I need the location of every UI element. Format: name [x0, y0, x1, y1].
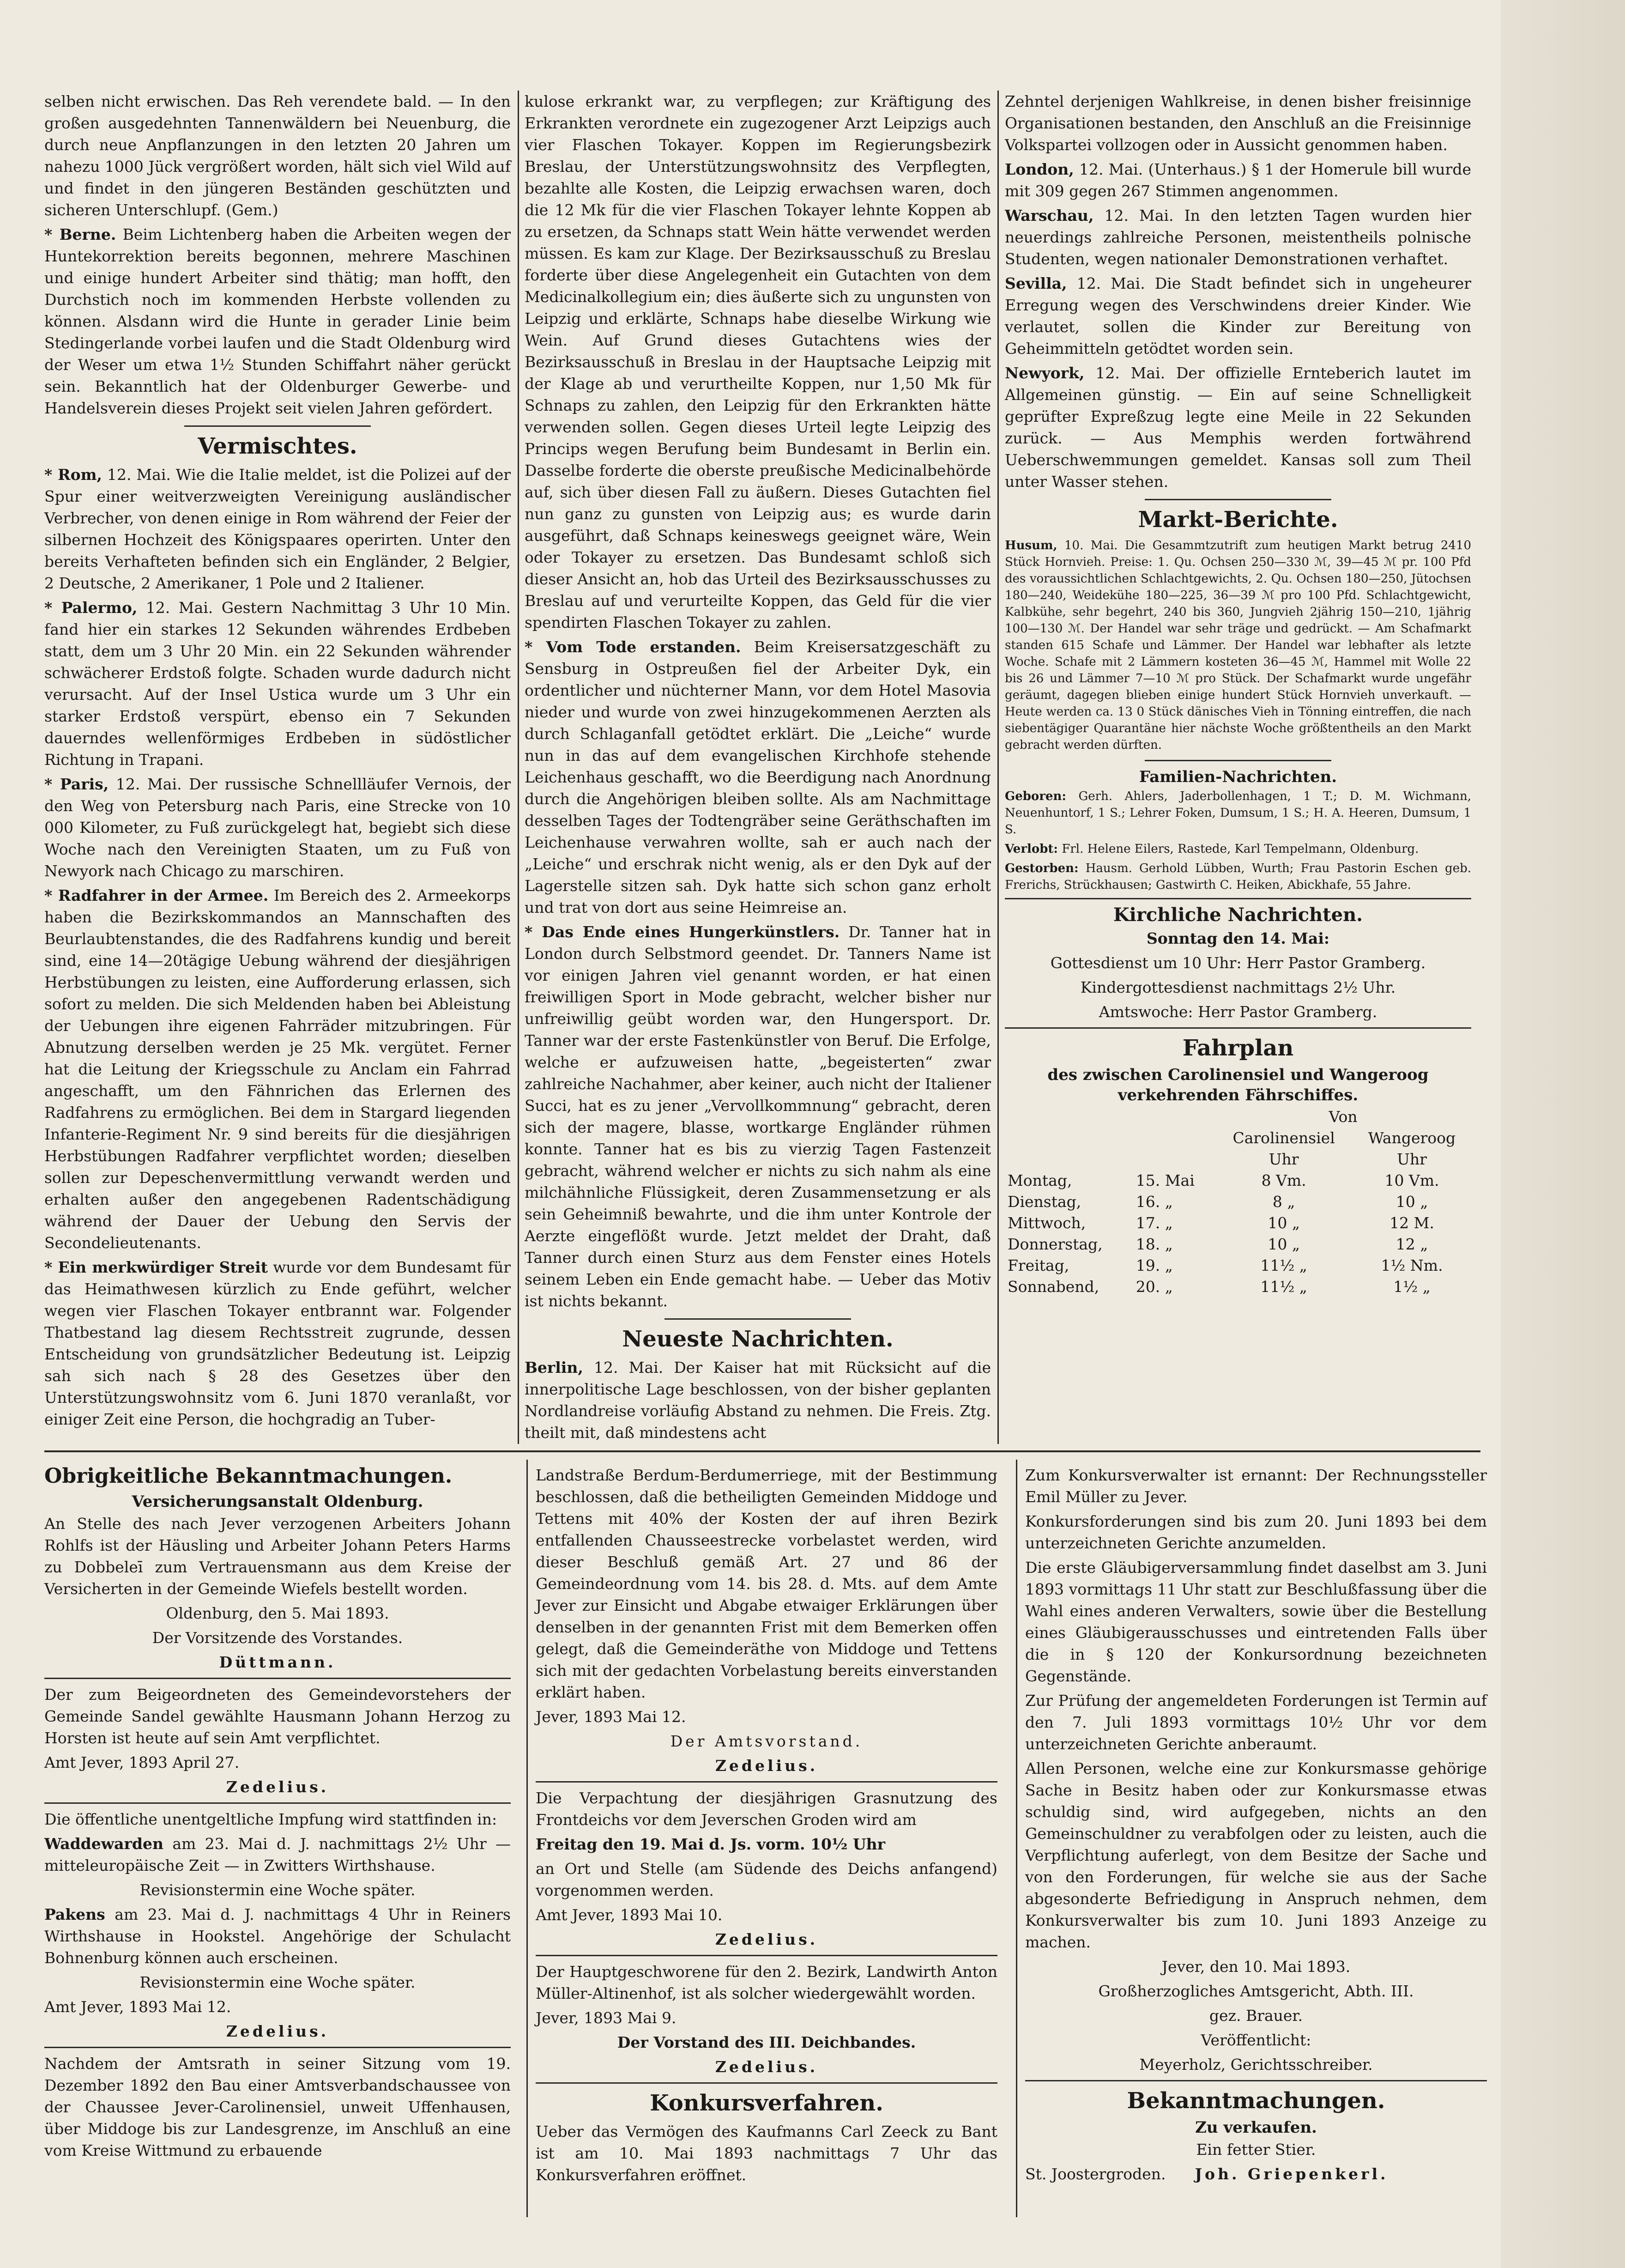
column-6 [1025, 1464, 1487, 2203]
section-heading-obrigkeitliche: Obrigkeitliche Bekanntmachungen. [44, 1464, 453, 1488]
notice-text: Die Verpachtung der diesjährigen Grasnutzung des Frontdeichs vor dem Jeverschen Groden wird am [536, 1789, 997, 1829]
notice-org: Der Vorstand des III. Deichbandes. [617, 2033, 916, 2051]
divider [44, 1678, 511, 1679]
notice-signature: gez. Brauer. [1209, 2007, 1303, 2025]
column-3 [1005, 91, 1471, 1430]
notice-date: Amt Jever, 1893 Mai 10. [536, 1906, 723, 1924]
notice-date: Amt Jever, 1893 April 27. [44, 1753, 240, 1771]
notice-impfung-waddewarden: Waddewarden am 23. Mai d. J. nachmittags 2½ Uhr — mitteleuropäische Zeit — in Zwitters Wirthshause. [44, 1835, 511, 1874]
section-heading-markt: Markt-Berichte. [1138, 507, 1338, 533]
table-header-carolinensiel: Carolinensiel [1232, 1129, 1335, 1147]
article-palermo: * Palermo, 12. Mai. Gestern Nachmittag 3 Uhr 10 Min. fand hier ein starkes 12 Sekunden währendes Erdbeben statt, dem um 3 Uhr 20 Min. ein 22 Sekunden währender schwächerer Erdstoß folgte. Schaden wurde dadurch nicht verursacht. Auf der Insel Ustica wurde um 3 Uhr ein starker Erdstoß verspürt, ebenso ein 7 Sekunden dauerndes wellenförmiges Erdbeben in südöstlicher Richtung in Trapani. [44, 599, 511, 769]
section-divider [44, 1450, 1480, 1452]
section-heading-kirchliche: Kirchliche Nachrichten. [1113, 904, 1363, 926]
notice-revision: Revisionstermin eine Woche später. [139, 1881, 416, 1899]
divider [536, 2082, 997, 2084]
table-header-row [1005, 1128, 1471, 1149]
column-5 [536, 1464, 997, 2203]
article-berlin: Berlin, 12. Mai. Der Kaiser hat mit Rücksicht auf die innerpolitische Lage beschlossen, von der bisher geplanten Nordlandreise vorläufig Abstand zu nehmen. Die Freis. Ztg. theilt mit, daß mindestens acht [525, 1358, 991, 1442]
section-heading-bekanntmachungen: Bekanntmachungen. [1127, 2088, 1385, 2114]
article-paris: * Paris, 12. Mai. Der russische Schnellläufer Vernois, der den Weg von Petersburg nach Paris, eine Strecke von 10 000 Kilometer, zu Fuß zurückgelegt hat, begiebt sich diese Woche nach den Vereinigten Staaten, um zu Fuß von Newyork nach Chicago zu marschiren. [44, 775, 511, 880]
notice-signature: Zedelius. [715, 2058, 818, 2076]
notice-text: Konkursforderungen sind bis zum 20. Juni 1893 bei dem unterzeichneten Gerichte anzumelden. [1025, 1512, 1487, 1552]
notice-date: Jever, 1893 Mai 12. [536, 1708, 686, 1726]
article-sevilla: Sevilla, 12. Mai. Die Stadt befindet sich in ungeheurer Erregung wegen des Verschwindens dreier Kinder. Wie verlautet, sollen die Kinder zur Bereitung von Geheimmitteln getödtet worden sein. [1005, 274, 1471, 358]
notice-place-signature: St. Joostergroden. Joh. Griepenkerl. [1025, 2165, 1389, 2183]
notice-text: Zur Prüfung der angemeldeten Forderungen ist Termin auf den 7. Juli 1893 vormittags 10½ Uhr vor dem unterzeichneten Gerichte anberaumt. [1025, 1692, 1487, 1753]
notice-date: Jever, 1893 Mai 9. [536, 2009, 677, 2027]
column-2 [525, 91, 991, 1442]
article-hungerkuenstler: * Das Ende eines Hungerkünstlers. Dr. Tanner hat in London durch Selbstmord geendet. Dr. Tanners Name ist vor einigen Jahren viel genannt worden, er hat einen freiwilligen Sport in Mode gebracht, welcher bisher nur unfreiwillig geübt worden war, den Hungersport. Dr. Tanner war der erste Fastenkünstler von Beruf. Die Erfolge, welche er aufzuweisen hatte, „begeisterten“ zwar zahlreiche Nachahmer, aber keiner, auch nicht der Italiener Succi, hat es zu jener „Vervollkommnung“ gebracht, deren sich der magere, blasse, wortkarge Engländer rühmen konnte. Tanner hat es bis zu vierzig Tagen Fastenzeit gebracht, während welcher er nichts zu sich nahm als eine milchähnliche Flüssigkeit, deren Zusammensetzung er als sein Geheimniß bewahrte, und die ihm unter Kontrole der Aerzte eingeflößt wurde. Jetzt meldet der Draht, daß Tanner durch einen Sturz aus dem Fenster eines Hotels seinem Leben ein Ende gemacht habe. — Ueber das Motiv ist nichts bekannt. [525, 923, 991, 1310]
notice-text: Die erste Gläubigerversammlung findet daselbst am 3. Juni 1893 vormittags 11 Uhr statt zur Beschlußfassung über die Wahl eines anderen Verwalters, sowie über die Bestellung eines Gläubigerausschusses und eintretenden Falls über die in § 120 der Konkursordnung bezeichneten Gegenstände. [1025, 1558, 1487, 1685]
column-divider [518, 91, 519, 1444]
notice-signature: Düttmann. [219, 1653, 336, 1671]
article-newyork: Newyork, 12. Mai. Der offizielle Ernteberich lautet im Allgemeinen günstig. — Ein auf seine Schnelligkeit geprüfter Expreßzug legte eine Meile in 22 Sekunden zurück. — Aus Memphis werden fortwährend Ueberschwemmungen gemeldet. Kansas soll zum Theil unter Wasser stehen. [1005, 364, 1471, 491]
notice-subheading: Versicherungsanstalt Oldenburg. [132, 1492, 423, 1511]
divider [1025, 2080, 1487, 2081]
familien-verlobt: Verlobt: Frl. Helene Eilers, Rastede, Karl Tempelmann, Oldenburg. [1005, 842, 1419, 856]
notice-org: Der Vorsitzende des Vorstandes. [152, 1629, 403, 1647]
notice-date: Amt Jever, 1893 Mai 12. [44, 1998, 231, 2016]
table-row: Donnerstag, 18. „ 10 „ 12 „ [1008, 1235, 1428, 1253]
article-vom-tode: * Vom Tode erstanden. Beim Kreisersatzgeschäft zu Sensburg in Ostpreußen fiel der Arbeiter Dyk, ein ordentlicher und nüchterner Mann, vor dem Hotel Masovia nieder und wurde von zwei hinzugekommenen Aerzten als durch Schlaganfall getödtet erklärt. Die „Leiche“ wurde nun in das auf dem evangelischen Kirchhofe stehende Leichenhaus geschafft, wo die Beerdigung nach Anordnung durch die Angehörigen bleiben sollte. Als am Nachmittage desselben Tages der Todtengräber seine Geräthschaften im Leichenhause verwahren wollte, sah er auch nach der „Leiche“ und erschrak nicht wenig, als er den Dyk auf der Lagerstelle sitzen sah. Dyk hatte sich schon ganz erholt und trat von dort aus seine Heimreise an. [525, 638, 991, 916]
divider [1145, 760, 1331, 761]
divider [536, 1781, 997, 1783]
divider [1005, 898, 1471, 899]
table-header-von: Von [1329, 1108, 1358, 1126]
notice-published-signature: Meyerholz, Gerichtsschreiber. [1139, 2056, 1373, 2074]
section-heading-vermischtes: Vermischtes. [198, 433, 357, 459]
notice-text: Nachdem der Amtsrath in seiner Sitzung vom 19. Dezember 1892 den Bau einer Amtsverbandschaussee von der Chaussee Jever-Carolinensiel, unweit Uffenhausen, über Middoge bis zur Landesgrenze, im Anschluß an eine vom Kreise Wittmund zu erbauende [44, 2055, 511, 2159]
section-heading-neueste-nachrichten: Neueste Nachrichten. [622, 1326, 894, 1352]
article-husum: Husum, 10. Mai. Die Gesammtzutrift zum heutigen Markt betrug 2410 Stück Hornvieh. Preise: 1. Qu. Ochsen 250—330 ℳ, 39—45 ℳ pr. 100 Pfd des voraussichtlichen Schlachtgewichts, 2. Qu. Ochsen 180—250, Jütochsen 180—240, Weidekühe 180—225, 36—39 ℳ pro 100 Pfd. Schlachtgewicht, Kalbkühe, sehr begehrt, 240 bis 360, Jungvieh 2jährig 150—210, 1jährig 100—130 ℳ. Der Handel war sehr träge und gedrückt. — Am Schafmarkt standen 615 Schafe und Lämmer. Der Handel war lebhafter als letzte Woche. Schafe mit 2 Lämmern kosteten 36—45 ℳ, Hammel mit Wolle 22 bis 26 und Lämmer 7—10 ℳ pro Stück. Der Schafmarkt wurde ungefähr geräumt, dagegen blieben einige hundert Stück Hornvieh unverkauft. — Heute werden ca. 13 0 Stück dänisches Vieh in Tönning eintreffen, die nach siebentägiger Quarantäne hier nächste Woche größtentheils an den Markt gebracht werden dürften. [1005, 539, 1471, 752]
column-divider [526, 1460, 528, 2217]
divider [1145, 499, 1331, 500]
notice-date: Oldenburg, den 5. Mai 1893. [166, 1604, 389, 1622]
notice-text: Landstraße Berdum-Berdumerriege, mit der Bestimmung beschlossen, daß die betheiligten Gemeinden Middoge und Tettens mit 40% der Kosten der auf ihren Bezirk entfallenden Chausseestrecke vorbelastet werden, wird dieser Beschluß gemäß Art. 27 und 86 der Gemeindeordnung vom 14. bis 28. d. Mts. auf dem Amte Jever zur Einsicht und Abgabe etwaiger Erklärungen über denselben in der genannten Frist mit dem Bemerken offen gelegt, daß die Gemeinderäthe von Middoge und Tettens sich mit der gedachten Vorbelastung bereits einverstanden erklärt haben. [536, 1466, 997, 1701]
article-warschau: Warschau, 12. Mai. In den letzten Tagen wurden hier neuerdings zahlreiche Personen, meistentheils polnische Studenten, wegen nationaler Demonstrationen verhaftet. [1005, 206, 1471, 268]
article-london: London, 12. Mai. (Unterhaus.) § 1 der Homerule bill wurde mit 309 gegen 267 Stimmen angenommen. [1005, 160, 1471, 200]
notice-subheading: Zu verkaufen. [1195, 2118, 1317, 2137]
notice-impfung-pakens: Pakens am 23. Mai d. J. nachmittags 4 Uhr in Reiners Wirthshause in Hookstel. Angehörige der Schulacht Bohnenburg können auch erscheinen. [44, 1905, 511, 1967]
divider [1005, 1027, 1471, 1029]
column-divider [1016, 1460, 1017, 2217]
table-header-uhr: Uhr [1269, 1150, 1299, 1168]
fahrplan-table [1005, 1106, 1471, 1298]
table-row: Freitag, 19. „ 11½ „ 1½ Nm. [1008, 1256, 1443, 1274]
section-heading-familien: Familien-Nachrichten. [1139, 768, 1337, 786]
notice-text: an Ort und Stelle (am Südende des Deichs anfangend) vorgenommen werden. [536, 1860, 997, 1899]
notice-date: Jever, den 10. Mai 1893. [1161, 1958, 1351, 1976]
fahrplan-subtitle: des zwischen Carolinensiel und Wangeroog [1047, 1066, 1429, 1084]
notice-published: Veröffentlicht: [1201, 2031, 1311, 2049]
kirche-kindergottesdienst: Kindergottesdienst nachmittags 2½ Uhr. [1080, 978, 1396, 996]
article-radfahrer: * Radfahrer in der Armee. Im Bereich des 2. Armeekorps haben die Bezirkskommandos an Mannschaften des Beurlaubtenstandes, die des Radfahrens kundig und bereit sind, eine 14—20tägige Uebung während der diesjährigen Herbstübungen zu leisten, eine Aufforderung erlassen, sich sofort zu melden. Die sich Meldenden haben bei Ableistung der Uebungen ihre eigenen Fahrräder mitzubringen. Für Abnutzung derselben werden je 25 Mk. vergütet. Ferner hat die Leitung der Kriegsschule zu Anclam ein Fahrrad angeschafft, um den Fähnrichen das Erlernen des Radfahrens zu ermöglichen. Bei dem in Stargard liegenden Infanterie-Regiment Nr. 9 sind bereits für die diesjährigen Herbstübungen Radfahrer verpflichtet worden; dieselben sollen zur Depeschenvermittlung verwandt werden und erhalten außer den angegebenen Radentschädigung während der Dauer der Uebung den Servis der Secondelieutenants. [44, 886, 511, 1252]
article-text: kulose erkrankt war, zu verpflegen; zur Kräftigung des Erkrankten verordnete ein zugezogener Arzt Leipzigs auch vier Flaschen Tokayer. Koppen im Regierungsbezirk Breslau, der Unterstützungswohnsitz des Verpflegten, bezahlte alle Kosten, die Leipzig erwachsen waren, doch die 12 Mk für die vier Flaschen Tokayer lehnte Koppen ab zu ersetzen, da Schnaps statt Wein hätte verwendet werden müssen. Es kam zur Klage. Der Bezirksausschuß zu Breslau forderte über diese Angelegenheit ein Gutachten von dem Medicinalkollegium ein; dies äußerte sich zu ungunsten von Leipzig und erklärte, Schnaps habe dieselbe Wirkung wie Wein. Auf Grund dieses Gutachtens wies der Bezirksausschuß in Breslau in der Hauptsache Leipzig mit der Klage ab und verurtheilte Koppen, nur 1,50 Mk für Schnaps zu zahlen, den Leipzig für den Erkrankten hätte verwenden sollen. Gegen dieses Urteil legte Leipzig des Princips wegen Berufung beim Bundesamt in Berlin ein. Dasselbe forderte die oberste preußische Medicinalbehörde auf, sich über diesen Fall zu äußern. Dieses Gutachten fiel nun ganz zu gunsten von Leipzig aus; es wurde darin ausgeführt, daß Schnaps keineswegs geeignet wäre, Wein oder Tokayer zu ersetzen. Das Bundesamt schloß sich dieser Ansicht an, hob das Urteil des Bezirksausschusses zu Breslau auf und verurteilte Koppen, das Geld für die vier spendirten Flaschen Tokayer zu zahlen. [525, 92, 991, 631]
kirche-sonntag: Sonntag den 14. Mai: [1146, 929, 1330, 947]
notice-revision: Revisionstermin eine Woche später. [139, 1973, 416, 1991]
article-berne: * Berne. Beim Lichtenberg haben die Arbeiten wegen der Huntekorrektion bereits begonnen, mehrere Maschinen und einige hundert Arbeiter sind thätig; man hofft, den Durchstich noch im kommenden Herbste vollenden zu können. Alsdann wird die Hunte in gerader Linie beim Stedingerlande vorbei laufen und die Stadt Oldenburg wird der Weser um etwa 1½ Stunden Schiffahrt näher gerückt sein. Bekanntlich hat der Oldenburger Gewerbe- und Handelsverein dieses Projekt seit vielen Jahren gefördert. [44, 225, 511, 417]
notice-org: Großherzogliches Amtsgericht, Abth. III. [1098, 1982, 1414, 2000]
familien-gestorben: Gestorben: Hausm. Gerhold Lübben, Wurth; Frau Pastorin Eschen geb. Frerichs, Strückhausen; Gastwirth C. Heiken, Abickhafe, 55 Jahre. [1005, 861, 1471, 892]
kirche-amtswoche: Amtswoche: Herr Pastor Gramberg. [1099, 1003, 1377, 1021]
table-row: Montag, 15. Mai 8 Vm. 10 Vm. [1008, 1171, 1439, 1189]
article-streit: * Ein merkwürdiger Streit wurde vor dem Bundesamt für das Heimathwesen kürzlich zu Ende geführt, welcher wegen vier Flaschen Tokayer entbrannt war. Folgender Thatbestand lag diesem Rechtsstreit zugrunde, dessen Entscheidung von grundsätzlicher Bedeutung ist. Leipzig sah sich nach § 28 des Gesetzes über den Unterstützungswohnsitz vom 6. Juni 1870 veranlaßt, vor einiger Zeit eine Person, die hochgradig an Tuber- [44, 1258, 511, 1428]
table-row: Sonnabend, 20. „ 11½ „ 1½ „ [1008, 1278, 1431, 1296]
table-header-row [1005, 1149, 1471, 1170]
notice-date-highlight: Freitag den 19. Mai d. Js. vorm. 10½ Uhr [536, 1835, 886, 1853]
article-rom: * Rom, 12. Mai. Wie die Italie meldet, ist die Polizei auf der Spur einer weitverzweigten Vereinigung ausländischer Verbrecher, von denen einige in Rom während der Feier der silbernen Hochzeit des Königspaares operirten. Unter den bereits Verhafteten befinden sich ein Engländer, 2 Belgier, 2 Deutsche, 2 Amerikaner, 1 Pole und 2 Italiener. [44, 466, 511, 592]
divider [536, 1955, 997, 1956]
notice-text: Allen Personen, welche eine zur Konkursmasse gehörige Sache in Besitz haben oder zur Konkursmasse etwas schuldig sind, wird aufgegeben, nichts an den Gemeinschuldner zu verabfolgen oder zu leisten, auch die Verpflichtung auferlegt, von dem Besitze der Sache und von den Forderungen, für welche sie aus der Sache abgesonderte Befriedigung in Anspruch nehmen, dem Konkursverwalter bis zum 10. Juni 1893 Anzeige zu machen. [1025, 1759, 1487, 1951]
fahrplan-subtitle-2: verkehrenden Fährschiffes. [1118, 1086, 1359, 1104]
familien-geboren: Geboren: Gerh. Ahlers, Jaderbollenhagen, 1 T.; D. M. Wichmann, Neuenhuntorf, 1 S.; Lehrer Foken, Dumsum, 1 S.; H. A. Heeren, Dumsum, 1 S. [1005, 789, 1471, 837]
table-row: Mittwoch, 17. „ 10 „ 12 M. [1008, 1214, 1434, 1232]
kirche-gottesdienst: Gottesdienst um 10 Uhr: Herr Pastor Gramberg. [1050, 954, 1426, 972]
table-header-wangeroog: Wangeroog [1368, 1129, 1456, 1147]
notice-text: Ueber das Vermögen des Kaufmanns Carl Zeeck zu Bant ist am 10. Mai 1893 nachmittags 7 Uhr das Konkursverfahren eröffnet. [536, 2122, 997, 2184]
article-text: Zehntel derjenigen Wahlkreise, in denen bisher freisinnige Organisationen bestanden, den Anschluß an die Freisinnige Volkspartei vollzogen oder in Aussicht genommen haben. [1005, 92, 1471, 154]
divider [44, 1802, 511, 1804]
column-divider [997, 91, 999, 1444]
table-header-uhr: Uhr [1397, 1150, 1427, 1168]
notice-text: Zum Konkursverwalter ist ernannt: Der Rechnungssteller Emil Müller zu Jever. [1025, 1466, 1487, 1506]
divider [184, 425, 371, 427]
table-header-row [1005, 1106, 1471, 1128]
notice-text: An Stelle des nach Jever verzogenen Arbeiters Johann Rohlfs ist der Häusling und Arbeiter Johann Peters Harms zu Dobbeleī zum Vertrauensmann aus dem Kreise der Versicherten in der Gemeinde Wiefels bestellt worden. [44, 1515, 511, 1598]
article-text: selben nicht erwischen. Das Reh verendete bald. — In den großen ausgedehnten Tannenwäldern bei Neuenburg, die durch neue Anpflanzungen in den letzten 20 Jahren um nahezu 1000 Jück vergrößert worden, hält sich viel Wild auf und findet in den jüngeren Beständen geschützten und sicheren Unterschlupf. (Gem.) [44, 92, 511, 219]
notice-signature: Zedelius. [226, 1778, 329, 1796]
notice-text: Die öffentliche unentgeltliche Impfung wird stattfinden in: [44, 1810, 497, 1828]
section-heading-fahrplan: Fahrplan [1182, 1035, 1294, 1061]
page-margin-bleed [1501, 0, 1625, 2268]
notice-org: Der Amtsvorstand. [670, 1732, 863, 1750]
column-1 [44, 91, 511, 1430]
divider [664, 1318, 851, 1320]
column-4 [44, 1464, 511, 2203]
section-heading-konkurs: Konkursverfahren. [650, 2090, 883, 2116]
divider [44, 2047, 511, 2048]
table-row: Dienstag, 16. „ 8 „ 10 „ [1008, 1193, 1428, 1211]
notice-text: Der zum Beigeordneten des Gemeindevorstehers der Gemeinde Sandel gewählte Hausmann Johann Herzog zu Horsten ist heute auf sein Amt verpflichtet. [44, 1686, 511, 1747]
notice-signature: Zedelius. [715, 1757, 818, 1775]
notice-signature: Zedelius. [715, 1930, 818, 1948]
notice-signature: Zedelius. [226, 2022, 329, 2040]
notice-text: Ein fetter Stier. [1196, 2141, 1316, 2159]
notice-text: Der Hauptgeschworene für den 2. Bezirk, Landwirth Anton Müller-Altinenhof, ist als solcher wiedergewählt worden. [536, 1963, 997, 2002]
